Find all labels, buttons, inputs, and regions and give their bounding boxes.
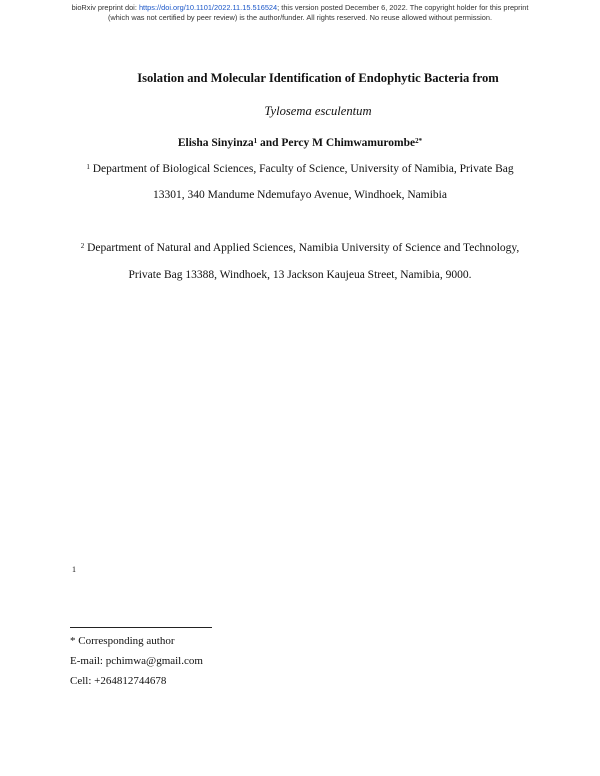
author-1-affiliation-marker: 1 <box>253 137 258 145</box>
line-number: 1 <box>72 565 76 574</box>
author-1-name: Elisha Sinyinza <box>177 137 254 149</box>
affiliation-1-line-2: 13301, 340 Mandume Ndemufayo Avenue, Windhoek, Namibia <box>153 189 447 201</box>
header-line-2: (which was not certified by peer review) is the author/funder. All rights reserved. No reuse allowed without permission. <box>107 12 493 22</box>
doi-link[interactable]: https://doi.org/10.1101/2022.11.15.516524 <box>138 3 278 12</box>
header-prefix: bioRxiv preprint doi: <box>71 3 139 12</box>
affiliation-1-line-1 <box>0 162 600 177</box>
header-line-1 <box>0 3 600 13</box>
affiliation-1-marker: 1 <box>86 163 90 171</box>
affiliation-2-marker: 2 <box>80 242 85 250</box>
author-2-name: Percy M Chimwamurombe <box>281 137 416 149</box>
paper-title-species: Tylosema esculentum <box>264 104 372 118</box>
author-conjunction: and <box>257 137 282 149</box>
author-list <box>0 136 600 151</box>
header-suffix: ; this version posted December 6, 2022. The copyright holder for this preprint <box>277 3 529 12</box>
paper-title: Isolation and Molecular Identification of Endophytic Bacteria from <box>137 71 499 85</box>
footnote-corresponding-author: * Corresponding author <box>70 635 175 647</box>
preprint-header <box>0 3 600 22</box>
affiliation-2-line-1 <box>0 241 600 256</box>
affiliation-2-text-1: Department of Natural and Applied Sciences, Namibia University of Science and Technology, <box>84 242 520 254</box>
footnote-cell: Cell: +264812744678 <box>70 675 167 687</box>
affiliation-1-text-1: Department of Biological Sciences, Faculty of Science, University of Namibia, Private Bag <box>89 163 514 175</box>
footnote-divider <box>70 627 212 628</box>
author-2-affiliation-marker: 2* <box>415 137 423 145</box>
footnote-email: E-mail: pchimwa@gmail.com <box>70 655 203 667</box>
affiliation-2-line-2: Private Bag 13388, Windhoek, 13 Jackson Kaujeua Street, Namibia, 9000. <box>128 269 472 281</box>
